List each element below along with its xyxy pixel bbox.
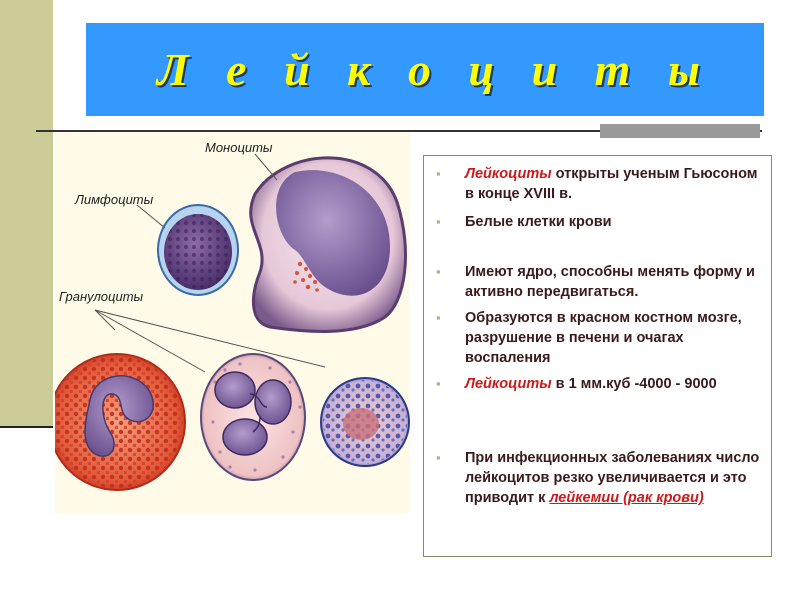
bullet-nucleus: [436, 262, 761, 302]
bullet-text: Образуются в красном костном мозге, разрушение в печени и очагах воспаления: [465, 310, 742, 366]
left-decor-underline: [0, 426, 53, 428]
term-leukocytes: Лейкоциты: [465, 166, 552, 182]
basophil-nucleus: [343, 408, 379, 440]
bullet-marker: ▪: [436, 310, 441, 325]
bullet-text: При инфекционных заболеваниях число лейкоцитов резко увеличивается и это приводит к: [465, 450, 760, 506]
facts-box: [423, 155, 772, 557]
bullet-text: Имеют ядро, способны менять форму и активно передвигаться.: [465, 264, 755, 300]
bullet-marker: ▪: [436, 450, 441, 465]
bullet-count: [436, 374, 761, 394]
leukemia-link[interactable]: лейкемии (рак крови): [549, 490, 704, 506]
bullet-white-cells: [436, 212, 761, 232]
bullet-marker: ▪: [436, 214, 441, 229]
label-granulocytes: Гранулоциты: [59, 289, 144, 304]
bullet-origin: [436, 308, 761, 368]
cells-drawing: [55, 132, 410, 514]
neutrophil-cell: [201, 354, 305, 480]
slide-title: Л е й к о ц и т ы: [157, 44, 713, 95]
bullet-marker: ▪: [436, 264, 441, 279]
term-leukocytes: Лейкоциты: [465, 376, 552, 392]
bullet-text: в 1 мм.куб -4000 - 9000: [551, 376, 717, 392]
left-decor-bar: [0, 0, 53, 426]
bullet-text: Белые клетки крови: [465, 214, 612, 230]
bullet-marker: ▪: [436, 166, 441, 181]
label-monocytes: Моноциты: [205, 140, 273, 155]
bullet-discovery: [436, 164, 761, 204]
label-lymphocytes: Лимфоциты: [75, 192, 154, 207]
title-banner: [86, 23, 764, 116]
bullet-infection: [436, 448, 761, 508]
leukocytes-illustration: [55, 132, 410, 514]
bullet-marker: ▪: [436, 376, 441, 391]
divider-accent: [600, 124, 760, 138]
bullet-text: открыты ученым Гьюсоном в конце XVIII в.: [465, 166, 758, 202]
